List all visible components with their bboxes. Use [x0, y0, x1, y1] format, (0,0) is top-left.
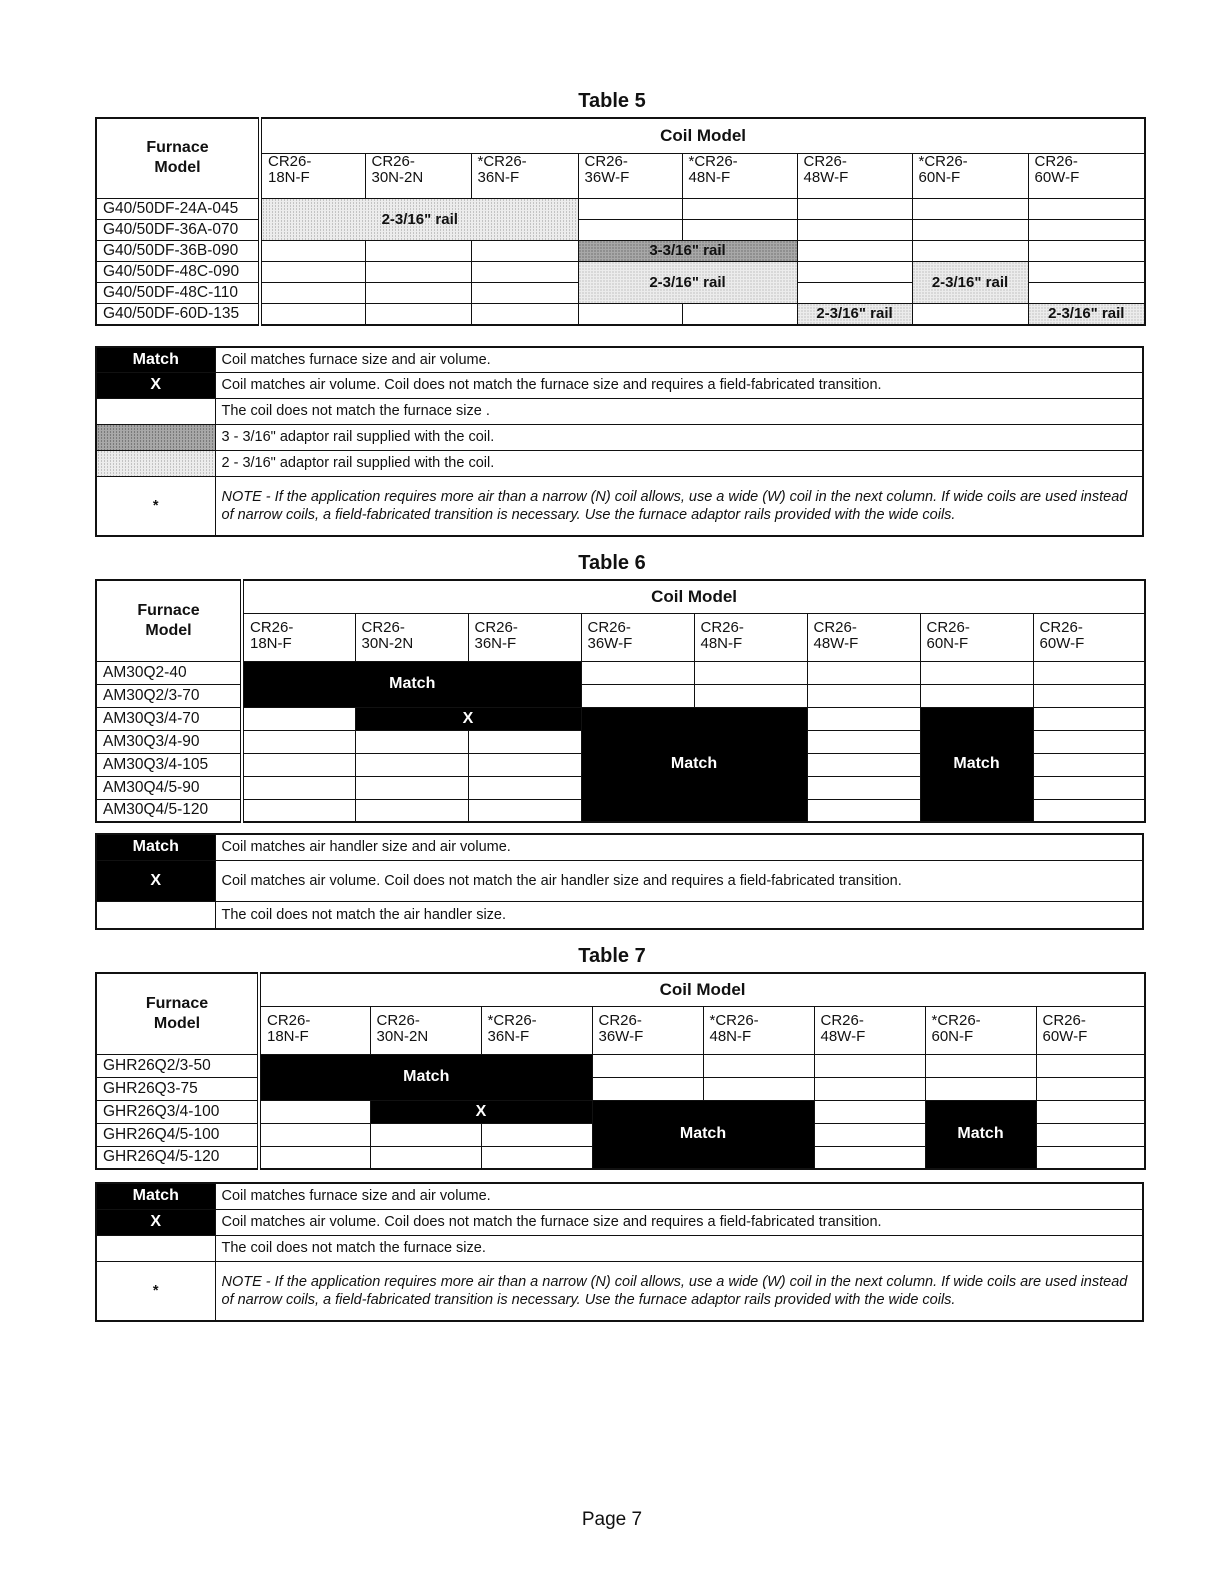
furnace-model-cell: AM30Q2/3-70: [96, 684, 242, 707]
table7-legend: [95, 1182, 1144, 1322]
coil-col-header: CR26- 36W-F: [581, 613, 694, 661]
furnace-model-cell: G40/50DF-60D-135: [96, 303, 260, 325]
rail-cell: 2-3/16" rail: [797, 303, 912, 325]
table7-title: Table 7: [578, 945, 646, 967]
furnace-model-cell: AM30Q4/5-120: [96, 799, 242, 822]
table6-matrix: [95, 579, 1146, 823]
coil-col-header: CR26- 36W-F: [578, 153, 682, 198]
coil-col-header: *CR26- 36N-F: [471, 153, 578, 198]
legend-x-key: X: [96, 372, 215, 398]
table7-matrix: [95, 972, 1146, 1170]
coil-model-header: Coil Model: [242, 580, 1145, 613]
legend-desc: The coil does not match the furnace size .: [215, 398, 1143, 424]
legend-note: NOTE - If the application requires more air than a narrow (N) coil allows, use a wide (W) coil in the next column. If wide coils are used instead of narrow coils, a field-fabricated transition is necessary. Use the furnace adaptor rails provided with the wide coils.: [215, 476, 1143, 536]
rail-cell: 2-3/16" rail: [578, 261, 797, 303]
coil-col-header: CR26- 36W-F: [592, 1006, 703, 1054]
legend-blank-key: [96, 1235, 215, 1261]
legend-match-key: Match: [96, 1183, 215, 1209]
table5-matrix: [95, 117, 1146, 326]
furnace-model-cell: AM30Q3/4-105: [96, 753, 242, 776]
legend-desc: 3 - 3/16" adaptor rail supplied with the coil.: [215, 424, 1143, 450]
furnace-model-cell: G40/50DF-36B-090: [96, 240, 260, 261]
table-row: [96, 219, 1145, 240]
legend-desc: Coil matches air volume. Coil does not match the furnace size and requires a field-fabricated transition.: [215, 1209, 1143, 1235]
furnace-model-cell: GHR26Q3/4-100: [96, 1100, 259, 1123]
table6-legend: [95, 833, 1144, 930]
legend-blank-key: [96, 398, 215, 424]
legend-desc: Coil matches air volume. Coil does not match the air handler size and requires a field-fabricated transition.: [215, 860, 1143, 901]
legend-desc: The coil does not match the air handler size.: [215, 901, 1143, 929]
table5-legend: [95, 346, 1144, 537]
table-row: [96, 1077, 1145, 1100]
rail-cell: 2-3/16" rail: [912, 261, 1028, 303]
legend-desc: Coil matches air volume. Coil does not match the furnace size and requires a field-fabricated transition.: [215, 372, 1143, 398]
furnace-model-cell: GHR26Q4/5-120: [96, 1146, 259, 1169]
coil-col-header: CR26- 60N-F: [920, 613, 1033, 661]
legend-desc: Coil matches furnace size and air volume.: [215, 1183, 1143, 1209]
furnace-model-header: Furnace Model: [96, 580, 242, 661]
page-number: Page 7: [581, 1509, 643, 1530]
legend-match-key: Match: [96, 834, 215, 860]
legend-desc: The coil does not match the furnace size.: [215, 1235, 1143, 1261]
legend-x-key: X: [96, 860, 215, 901]
coil-col-header: *CR26- 60N-F: [912, 153, 1028, 198]
rail-cell: 3-3/16" rail: [578, 240, 797, 261]
table-row: [96, 1054, 1145, 1077]
legend-desc: Coil matches air handler size and air volume.: [215, 834, 1143, 860]
legend-star-key: *: [96, 1261, 215, 1321]
coil-col-header: CR26- 48W-F: [797, 153, 912, 198]
legend-desc: 2 - 3/16" adaptor rail supplied with the coil.: [215, 450, 1143, 476]
match-cell: Match: [242, 661, 581, 707]
coil-col-header: CR26- 48W-F: [814, 1006, 925, 1054]
x-cell: X: [355, 707, 581, 730]
table-row: [96, 240, 1145, 261]
rail-cell: 2-3/16" rail: [1028, 303, 1145, 325]
table6-title: Table 6: [578, 552, 646, 574]
legend-desc: Coil matches furnace size and air volume.: [215, 347, 1143, 372]
coil-col-header: *CR26- 60N-F: [925, 1006, 1036, 1054]
legend-match-key: Match: [96, 347, 215, 372]
furnace-model-cell: G40/50DF-24A-045: [96, 198, 260, 219]
furnace-model-cell: G40/50DF-48C-110: [96, 282, 260, 303]
rail-cell: 2-3/16" rail: [260, 198, 578, 240]
table-row: [96, 1100, 1145, 1123]
furnace-model-header: Furnace Model: [96, 973, 259, 1054]
furnace-model-cell: AM30Q3/4-70: [96, 707, 242, 730]
table5-title: Table 5: [578, 90, 646, 112]
coil-col-header: CR26- 60W-F: [1033, 613, 1145, 661]
legend-note: NOTE - If the application requires more air than a narrow (N) coil allows, use a wide (W) coil in the next column. If wide coils are used instead of narrow coils, a field-fabricated transition is necessary. Use the furnace adaptor rails provided with the wide coils.: [215, 1261, 1143, 1321]
x-cell: X: [370, 1100, 592, 1123]
furnace-model-cell: AM30Q2-40: [96, 661, 242, 684]
coil-header-row: [96, 613, 1145, 661]
furnace-model-cell: AM30Q3/4-90: [96, 730, 242, 753]
furnace-model-cell: G40/50DF-36A-070: [96, 219, 260, 240]
furnace-model-cell: GHR26Q2/3-50: [96, 1054, 259, 1077]
coil-col-header: CR26- 30N-2N: [370, 1006, 481, 1054]
coil-col-header: CR26- 18N-F: [259, 1006, 370, 1054]
legend-rail2-swatch: [96, 450, 215, 476]
coil-col-header: *CR26- 36N-F: [481, 1006, 592, 1054]
coil-col-header: CR26- 60W-F: [1028, 153, 1145, 198]
coil-col-header: CR26- 18N-F: [242, 613, 355, 661]
table-row: [96, 707, 1145, 730]
table-row: [96, 303, 1145, 325]
coil-col-header: CR26- 36N-F: [468, 613, 581, 661]
coil-col-header: CR26- 48N-F: [694, 613, 807, 661]
legend-x-key: X: [96, 1209, 215, 1235]
furnace-model-header: Furnace Model: [96, 118, 260, 198]
match-cell: Match: [920, 707, 1033, 822]
coil-col-header: CR26- 18N-F: [260, 153, 365, 198]
coil-col-header: *CR26- 48N-F: [703, 1006, 814, 1054]
furnace-model-cell: GHR26Q4/5-100: [96, 1123, 259, 1146]
coil-col-header: CR26- 48W-F: [807, 613, 920, 661]
furnace-model-cell: G40/50DF-48C-090: [96, 261, 260, 282]
legend-star-key: *: [96, 476, 215, 536]
furnace-model-cell: AM30Q4/5-90: [96, 776, 242, 799]
match-cell: Match: [259, 1054, 592, 1100]
legend-blank-key: [96, 901, 215, 929]
match-cell: Match: [581, 707, 807, 822]
match-cell: Match: [592, 1100, 814, 1169]
coil-col-header: *CR26- 48N-F: [682, 153, 797, 198]
furnace-model-cell: GHR26Q3-75: [96, 1077, 259, 1100]
coil-model-header: Coil Model: [260, 118, 1145, 153]
table-row: [96, 661, 1145, 684]
coil-col-header: CR26- 60W-F: [1036, 1006, 1145, 1054]
table-row: [96, 198, 1145, 219]
match-cell: Match: [925, 1100, 1036, 1169]
coil-col-header: CR26- 30N-2N: [365, 153, 471, 198]
coil-model-header: Coil Model: [259, 973, 1145, 1006]
coil-col-header: CR26- 30N-2N: [355, 613, 468, 661]
table-row: [96, 261, 1145, 282]
legend-rail3-swatch: [96, 424, 215, 450]
